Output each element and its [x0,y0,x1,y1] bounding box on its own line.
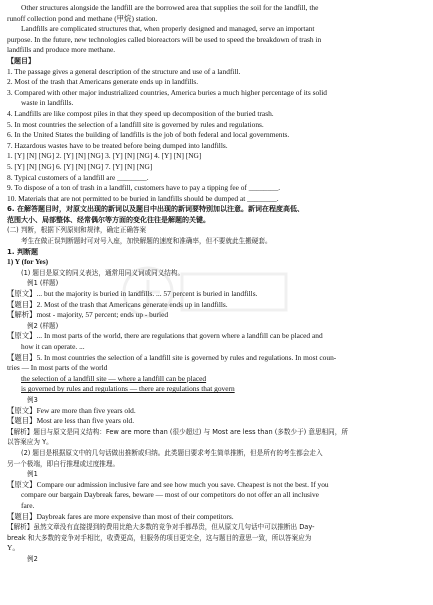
example-label: 例2 (样题) [27,321,59,330]
original-text-line: 【原文】... but the majority is buried in landfills. ... 57 percent is buried in landfills. [7,289,258,299]
analysis-line: 以答案应为 Y。 [7,438,53,447]
question-item: waste in landfills. [21,98,74,108]
original-text-line: fare. [21,500,35,510]
passage-line: purpose. In the future, new technologies called bioreactors will be used to speed the breakdown of trash in [7,34,322,44]
rule-heading: 1) Y (for Yes) [7,257,49,267]
analysis-line: break 和大多数的竞争对手相比，收费更高，但服务的项目更完全，这与题目的意思一致，所以答案应为 [7,533,312,542]
passage-line: Landfills are complicated structures that, when properly designed and managed, serve an important [21,24,315,34]
question-text-line: 【题目】2. Most of the trash that Americans generate ends up in landfills. [7,299,228,309]
question-item: 1. The passage gives a general description of the structure and use of a landfill. [7,66,241,76]
question-item: 9. To dispose of a ton of trash in a landfill, customers have to pay a tipping fee of ________. [7,183,281,193]
passage-line: landfills and produce more methane. [7,45,116,55]
example-label: 例3 [27,395,38,404]
original-text-line: how it can operate. ... [21,342,85,351]
original-text-line: 【原文】Few are more than five years old. [7,405,136,415]
passage-line: Other structures alongside the landfill are the borrowed area that supplies the soil for the landfill, the [21,3,319,12]
example-label: 例1 [27,470,38,479]
rule-line: (2) 题目是根据原文中的几句话做出推断或归纳。此类题目要求考生简单推断，但是所有的考生都会走入 [21,448,323,457]
tip-line: 6. 在解答题目时，对原文出现的新词以及题目中出现的新词要特别加以注意。新词在程度高低、 [7,205,304,214]
question-item: 10. Materials that are not permitted to be buried in landfills should be dumped at ________. [7,193,279,203]
question-item: 7. Hazardous wastes have to be treated before being dumped into landfills. [7,140,228,150]
example-label: 例2 [27,554,38,563]
question-item: 8. Typical customers of a landfill are ________. [7,172,149,182]
question-item: 2. Most of the trash that Americans generate ends up in landfills. [7,77,199,87]
section-heading: (二) 判断，根据下列原则和规律，确定正确答案 [7,226,147,235]
tip-line: 范围大小、局部整体、经常偶尔等方面的变化往往是解题的关键。 [7,215,210,224]
section-label: 【题目】 [7,56,35,65]
rule-line: 另一个极端，即自行推理或过度推理。 [7,459,120,468]
answer-options-row: 5. [Y] [N] [NG] 6. [Y] [N] [NG] 7. [Y] [N] [NG] [7,161,153,171]
analysis-line: 【解析】题目与原文是同义结构：Few are more than (很少超过) 与 Most are less than (多数少于) 意思相同，所 [7,427,348,436]
instruction-line: 考生在做正误判断题时可对号入座，加快解题的速度和准确率，但不要就此生搬硬套。 [21,237,272,246]
question-item: 4. Landfills are like compost piles in that they speed up decomposition of the buried trash. [7,108,274,118]
original-text-line: compare our bargain Daybreak fares, beware — most of our competitors do not offer an all inclusive [21,490,319,500]
analysis-line: is governed by rules and regulations — there are regulations that govern [21,384,235,394]
subsection-heading: 1. 判断题 [7,247,38,256]
answer-options-row: 1. [Y] [N] [NG] 2. [Y] [N] [NG] 3. [Y] [N] [NG] 4. [Y] [N] [NG] [7,151,202,161]
question-item: 5. In most countries the selection of a landfill site is governed by rules and regulations. [7,119,264,129]
analysis-line: Y。 [7,543,20,553]
analysis-line: 【解析】most - majority, 57 percent; ends up - buried [7,310,169,320]
original-text-line: 【原文】Compare our admission inclusive fare and see how much you save. Cheapest is not the best. If you [7,479,329,489]
question-text-line: 【题目】Most are less than five years old. [7,416,135,426]
question-item: 3. Compared with other major industrialized countries, America buries a much higher percentage of its solid [7,87,327,97]
question-item: 6. In the United States the building of landfills is the job of both federal and local governments. [7,130,290,140]
question-text-line: 【题目】5. In most countries the selection of a landfill site is governed by rules and regulations. In most coun- [7,352,337,362]
question-text-line: 【题目】Daybreak fares are more expensive than most of their competitors. [7,511,234,521]
original-text-line: 【原文】... In most parts of the world, there are regulations that govern where a landfill can be placed and [7,331,323,341]
example-label: 例1 (样题) [27,279,59,288]
passage-line: runoff collection pond and methane (甲烷) station. [7,13,158,23]
analysis-line: the selection of a landfill site — where a landfill can be placed [21,373,207,383]
analysis-line: 【解析】虽然文章没有直接提到的费用比绝大多数的竞争对手都昂贵，但从原文几句话中可以推断出 Day- [7,523,315,532]
analysis-line: tries — In most parts of the world [7,363,108,373]
rule-line: (1) 题目是原文的同义表达，通常用同义词或同义结构。 [21,268,185,277]
